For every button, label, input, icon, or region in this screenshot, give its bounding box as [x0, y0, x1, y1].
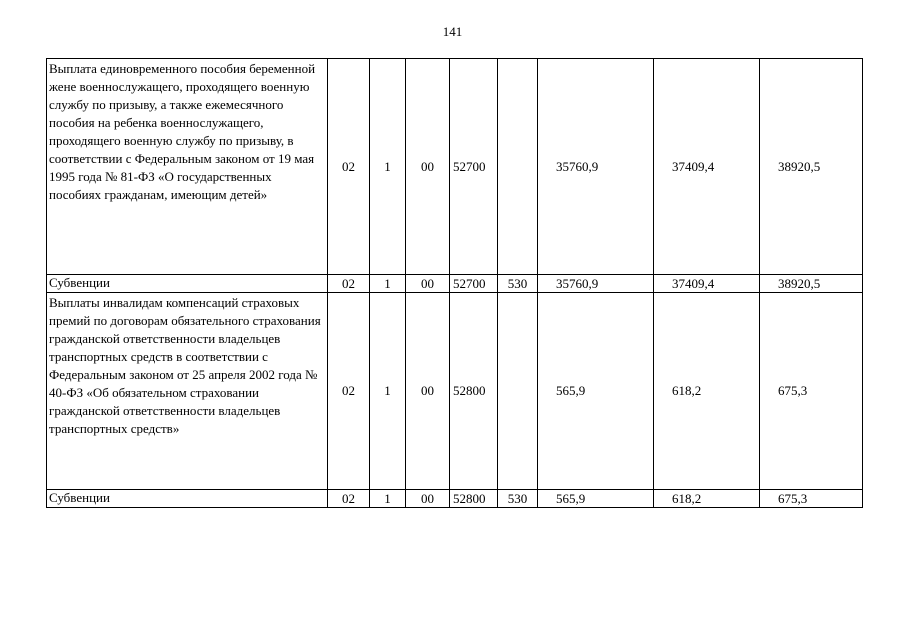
row-description: Выплаты инвалидам компенсаций страховых премий по договорам обязательного страхования гражданской ответственности владельцев транспортных средств в соответствии с Федеральным законом от 25 апреля 2002 года № 40-ФЗ «Об обязательном страховании гражданской ответственности владельцев транспортных средств»	[47, 293, 328, 490]
row-description: Субвенции	[47, 275, 328, 293]
program-cell: 02	[328, 293, 370, 490]
subprogram-cell: 1	[370, 275, 406, 293]
year2-amount: 37409,4	[654, 275, 760, 293]
table-row	[47, 275, 863, 293]
year3-amount: 675,3	[760, 293, 863, 490]
year1-amount: 565,9	[538, 490, 654, 508]
year1-amount: 35760,9	[538, 59, 654, 275]
year2-amount: 618,2	[654, 293, 760, 490]
expense-type-cell	[498, 293, 538, 490]
year2-amount: 37409,4	[654, 59, 760, 275]
year1-amount: 565,9	[538, 293, 654, 490]
table-row	[47, 293, 863, 490]
year1-amount: 35760,9	[538, 275, 654, 293]
expense-type-cell: 530	[498, 275, 538, 293]
direction-cell: 00	[406, 275, 450, 293]
year3-amount: 38920,5	[760, 59, 863, 275]
subprogram-cell: 1	[370, 293, 406, 490]
expense-type-cell	[498, 59, 538, 275]
direction-cell: 00	[406, 59, 450, 275]
direction-cell: 00	[406, 490, 450, 508]
code-cell: 52700	[450, 275, 498, 293]
subprogram-cell: 1	[370, 59, 406, 275]
year3-amount: 38920,5	[760, 275, 863, 293]
code-cell: 52800	[450, 490, 498, 508]
subprogram-cell: 1	[370, 490, 406, 508]
table-row	[47, 490, 863, 508]
row-description: Выплата единовременного пособия беременной жене военнослужащего, проходящего военную службу по призыву, а также ежемесячного пособия на ребенка военнослужащего, проходящего военную службу по призыву, в соответствии с Федеральным законом от 19 мая 1995 года № 81-ФЗ «О государственных пособиях гражданам, имеющим детей»	[47, 59, 328, 275]
table-row	[47, 59, 863, 275]
code-cell: 52700	[450, 59, 498, 275]
expense-type-cell: 530	[498, 490, 538, 508]
program-cell: 02	[328, 490, 370, 508]
code-cell: 52800	[450, 293, 498, 490]
year2-amount: 618,2	[654, 490, 760, 508]
budget-table	[46, 58, 863, 508]
direction-cell: 00	[406, 293, 450, 490]
program-cell: 02	[328, 275, 370, 293]
row-description: Субвенции	[47, 490, 328, 508]
year3-amount: 675,3	[760, 490, 863, 508]
program-cell: 02	[328, 59, 370, 275]
page-number: 141	[442, 24, 463, 39]
